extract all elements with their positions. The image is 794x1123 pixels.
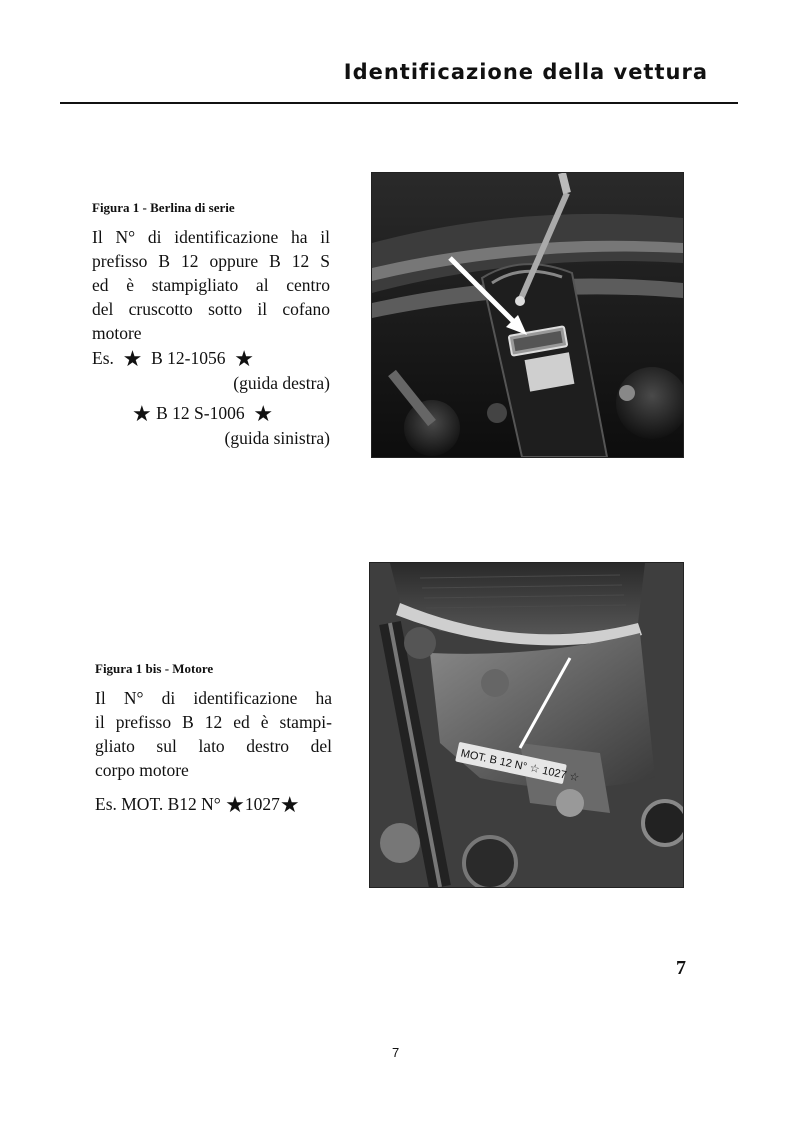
figure-1-description (92, 225, 330, 345)
figure-1-line: del cruscotto sotto il cofano (92, 299, 330, 319)
engine-photo (369, 562, 684, 888)
star-icon: ★ (132, 401, 152, 426)
example-1 (92, 346, 254, 370)
page-footer-number: 7 (392, 1045, 400, 1060)
engine-example-text: Es. MOT. B12 N° (95, 794, 221, 814)
star-icon: ★ (279, 792, 300, 817)
star-icon: ★ (253, 401, 274, 426)
figure-1bis-line: il prefisso B 12 ed è stampi- (95, 712, 332, 732)
figure-1bis-description (95, 686, 332, 782)
page-number: 7 (676, 957, 686, 979)
star-icon: ★ (225, 792, 245, 817)
engine-photo-illustration (370, 563, 683, 887)
engine-example (95, 792, 300, 816)
figure-1-line: motore (92, 323, 142, 343)
example-prefix: Es. (92, 348, 114, 368)
example-2-code: B 12 S-1006 (156, 403, 245, 423)
example-1-note: (guida destra) (233, 373, 330, 393)
example-2 (132, 401, 273, 425)
page-title: Identificazione della vettura (343, 60, 708, 84)
figure-1bis-line: Il N° di identificazione ha (95, 688, 332, 708)
dashboard-photo (371, 172, 684, 458)
star-icon: ★ (122, 346, 143, 371)
engine-example-number: 1027 (244, 794, 280, 814)
figure-1-line: Il N° di identificazione ha il (92, 227, 330, 247)
figure-1-line: prefisso B 12 oppure B 12 S (92, 251, 330, 271)
star-icon: ★ (234, 346, 254, 371)
figure-1bis-caption: Figura 1 bis - Motore (95, 661, 214, 676)
figure-1bis-line: gliato sul lato destro del (95, 736, 332, 756)
engine-plate-text: MOT. B 12 N° ☆ 1027 ☆ (459, 747, 581, 785)
example-1-code: B 12-1056 (151, 348, 226, 368)
example-2-note: (guida sinistra) (224, 428, 330, 448)
figure-1-caption: Figura 1 - Berlina di serie (92, 200, 235, 215)
figure-1-line: ed è stampigliato al centro (92, 275, 330, 295)
dashboard-photo-illustration (372, 173, 683, 457)
header-divider (60, 102, 738, 104)
figure-1bis-line: corpo motore (95, 760, 189, 780)
